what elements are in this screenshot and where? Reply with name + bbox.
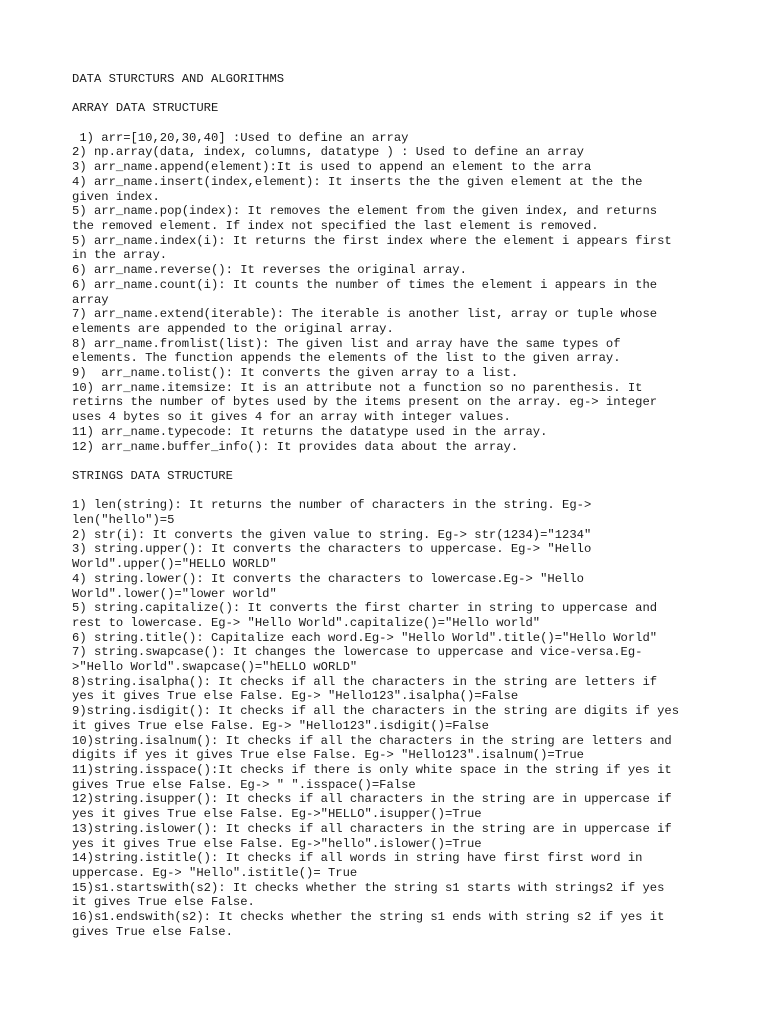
strings-line: it gives True else False. Eg-> "Hello123".isdigit()=False [72,718,489,733]
strings-section-body [72,498,712,939]
array-line: array [72,292,109,307]
array-line: 5) arr_name.index(i): It returns the first index where the element i appears first [72,233,672,248]
spacer [72,116,712,131]
strings-line: gives True else False. [72,924,233,939]
strings-line: 9)string.isdigit(): It checks if all the characters in the string are digits if yes [72,704,680,719]
strings-line: 6) string.title(): Capitalize each word.Eg-> "Hello World".title()="Hello World" [72,630,658,645]
strings-line: >"Hello World".swapcase()="hELLO wORLD" [72,660,358,675]
array-line: 6) arr_name.count(i): It counts the number of times the element i appears in the [72,277,658,292]
array-line: 9) arr_name.tolist(): It converts the given array to a list. [72,366,519,381]
array-line: in the array. [72,248,168,263]
strings-line: 16)s1.endswith(s2): It checks whether the string s1 ends with string s2 if yes it [72,910,665,925]
array-line: 10) arr_name.itemsize: It is an attribute not a function so no parenthesis. It [72,380,643,395]
strings-line: World".lower()="lower world" [72,586,277,601]
array-line: the removed element. If index not specified the last element is removed. [72,219,599,233]
strings-line: gives True else False. Eg-> " ".isspace()=False [72,777,416,792]
strings-line: 1) len(string): It returns the number of characters in the string. Eg-> [72,498,592,513]
array-line: 3) arr_name.append(element):It is used to append an element to the arra [72,160,592,175]
array-line: 12) arr_name.buffer_info(): It provides data about the array. [72,439,519,454]
array-line: given index. [72,189,160,204]
strings-line: 14)string.istitle(): It checks if all words in string have first first word in [72,851,643,866]
strings-section-heading: STRINGS DATA STRUCTURE [72,468,233,483]
array-line: 1) arr=[10,20,30,40] :Used to define an array [72,130,409,145]
strings-line: yes it gives True else False. Eg-> "Hello123".isalpha()=False [72,689,519,704]
strings-line: rest to lowercase. Eg-> "Hello World".capitalize()="Hello world" [72,615,541,630]
strings-line: 4) string.lower(): It converts the characters to lowercase.Eg-> "Hello [72,571,584,586]
strings-line: 13)string.islower(): It checks if all characters in the string are in uppercase if [72,821,672,836]
array-section-heading: ARRAY DATA STRUCTURE [72,101,219,116]
strings-line: it gives True else False. [72,895,255,910]
spacer [72,87,712,102]
strings-line: 8)string.isalpha(): It checks if all the characters in the string are letters if [72,674,658,689]
array-line: 7) arr_name.extend(iterable): The iterable is another list, array or tuple whose [72,307,658,322]
document-page [72,72,712,939]
strings-line: 3) string.upper(): It converts the characters to uppercase. Eg-> "Hello [72,542,592,557]
spacer [72,484,712,499]
strings-line: yes it gives True else False. Eg->"hello".islower()=True [72,836,482,851]
array-line: uses 4 bytes so it gives 4 for an array with integer values. [72,410,511,425]
strings-line: 12)string.isupper(): It checks if all characters in the string are in uppercase if [72,792,672,807]
strings-line: uppercase. Eg-> "Hello".istitle()= True [72,865,358,880]
strings-line: len("hello")=5 [72,513,175,528]
array-line: 2) np.array(data, index, columns, datatype ) : Used to define an array [72,145,584,160]
strings-line: digits if yes it gives True else False. Eg-> "Hello123".isalnum()=True [72,748,584,763]
strings-line: World".upper()="HELLO WORLD" [72,557,277,572]
array-line: 4) arr_name.insert(index,element): It inserts the the given element at the the [72,174,643,189]
array-line: 8) arr_name.fromlist(list): The given list and array have the same types of [72,336,621,351]
strings-line: yes it gives True else False. Eg->"HELLO".isupper()=True [72,807,482,822]
strings-line: 5) string.capitalize(): It converts the first charter in string to uppercase and [72,601,658,616]
array-line: 5) arr_name.pop(index): It removes the element from the given index, and returns [72,204,658,219]
strings-line: 11)string.isspace():It checks if there is only white space in the string if yes it [72,762,672,777]
array-section-body [72,131,712,454]
document-title: DATA STURCTURS AND ALGORITHMS [72,72,285,86]
strings-line: 2) str(i): It converts the given value to string. Eg-> str(1234)="1234" [72,527,592,542]
strings-line: 7) string.swapcase(): It changes the lowercase to uppercase and vice-versa.Eg- [72,645,643,660]
array-line: elements. The function appends the elements of the list to the given array. [72,351,621,366]
strings-line: 15)s1.startswith(s2): It checks whether the string s1 starts with strings2 if yes [72,880,665,895]
spacer [72,454,712,469]
array-line: 6) arr_name.reverse(): It reverses the original array. [72,263,467,278]
array-line: elements are appended to the original array. [72,321,394,336]
array-line: retirns the number of bytes used by the items present on the array. eg-> integer [72,395,658,410]
strings-line: 10)string.isalnum(): It checks if all the characters in the string are letters and [72,733,672,748]
array-line: 11) arr_name.typecode: It returns the datatype used in the array. [72,424,548,439]
